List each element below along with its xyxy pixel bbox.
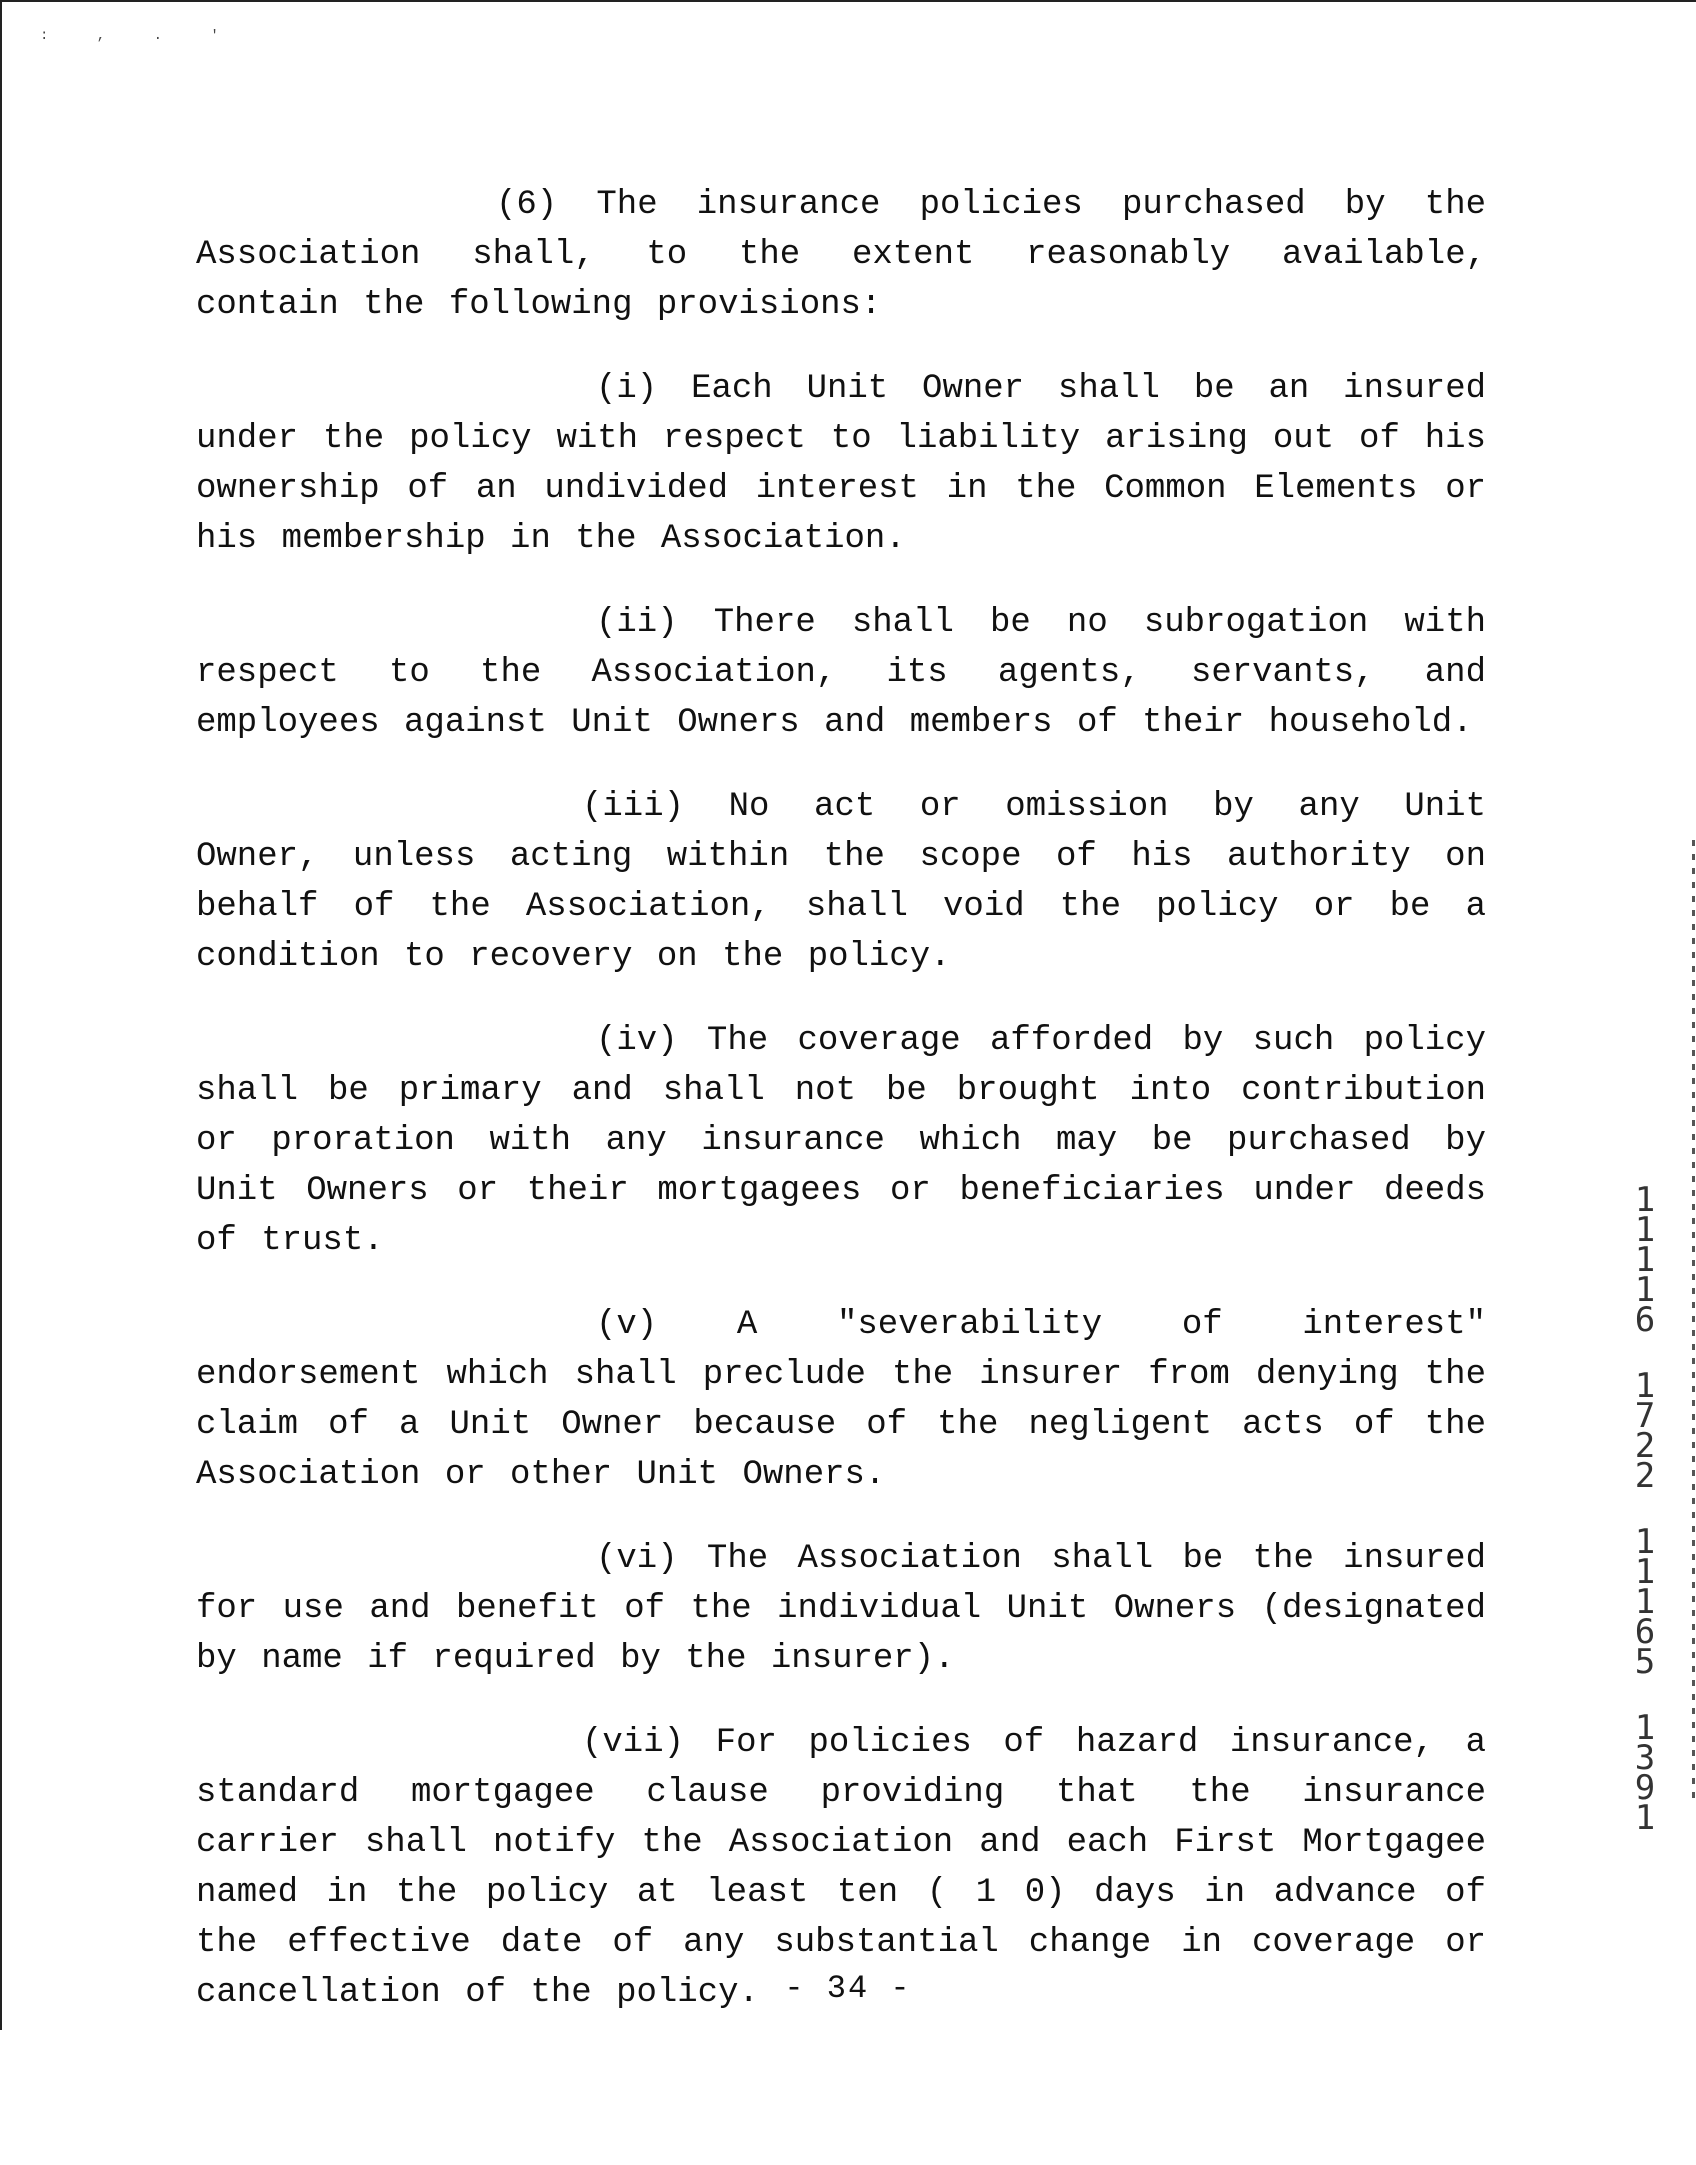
- stamp-group: [1634, 1708, 1656, 1838]
- provision-vii: (vii) For policies of hazard insurance, a standard mortgagee clause providing that the insurance carrier shall notify the Association and each First Mortgagee named in the policy at least ten ( 1 0) days in advance of the effective date of any substantial change in coverage or cancellation of the policy.: [196, 1724, 1486, 2012]
- paragraph-6: (6) The insurance policies purchased by the Association shall, to the extent reasonably available, contain the following provisions:: [196, 186, 1486, 324]
- stamp-group: [1634, 1366, 1656, 1496]
- stamp-digit: 1: [1634, 1270, 1656, 1310]
- stamp-digit: 9: [1634, 1768, 1656, 1808]
- page-number: - 34 -: [784, 1970, 912, 2007]
- page-left-edge: [0, 0, 2, 2030]
- stamp-digit: 1: [1634, 1180, 1656, 1220]
- page-top-edge: [0, 0, 1696, 2]
- provision-iii: (iii) No act or omission by any Unit Owner, unless acting within the scope of his authority on behalf of the Association, shall void the policy or be a condition to recovery on the policy.: [196, 788, 1486, 976]
- provision-ii: (ii) There shall be no subrogation with respect to the Association, its agents, servants, and employees against Unit Owners and members of their household.: [196, 604, 1486, 742]
- provision-vi: (vi) The Association shall be the insured for use and benefit of the individual Unit Owners (designated by name if required by the insurer).: [196, 1540, 1486, 1678]
- stamp-digit: 1: [1634, 1552, 1656, 1592]
- stamp-group: [1634, 1180, 1656, 1340]
- stamp-digit: 7: [1634, 1396, 1656, 1436]
- stamp-group: [1634, 1522, 1656, 1682]
- stamp-digit: 1: [1634, 1240, 1656, 1280]
- stamp-digit: 5: [1634, 1642, 1656, 1682]
- stamp-digit: 2: [1634, 1456, 1656, 1496]
- provision-v: (v) A "severability of interest" endorsement which shall preclude the insurer from denying the claim of a Unit Owner because of the negligent acts of the Association or other Unit Owners.: [196, 1306, 1486, 1494]
- scan-edge-mark: [1692, 840, 1695, 1800]
- stamp-digit: 1: [1634, 1798, 1656, 1838]
- stamp-digit: 2: [1634, 1426, 1656, 1466]
- stamp-digit: 1: [1634, 1522, 1656, 1562]
- provision-i: (i) Each Unit Owner shall be an insured under the policy with respect to liability arising out of his ownership of an undivided interest in the Common Elements or his membership in the Association.: [196, 370, 1486, 558]
- document-body: [196, 180, 1486, 2052]
- scan-artifact: : , . ': [40, 28, 239, 44]
- stamp-digit: 6: [1634, 1612, 1656, 1652]
- stamp-digit: 1: [1634, 1708, 1656, 1748]
- stamp-digit: 1: [1634, 1366, 1656, 1406]
- stamp-digit: 6: [1634, 1300, 1656, 1340]
- provision-iv: (iv) The coverage afforded by such policy shall be primary and shall not be brought into contribution or proration with any insurance which may be purchased by Unit Owners or their mortgagees or beneficiaries under deeds of trust.: [196, 1022, 1486, 1260]
- stamp-digit: 1: [1634, 1210, 1656, 1250]
- margin-recording-stamp: [1632, 1180, 1658, 1869]
- stamp-digit: 1: [1634, 1582, 1656, 1622]
- stamp-digit: 3: [1634, 1738, 1656, 1778]
